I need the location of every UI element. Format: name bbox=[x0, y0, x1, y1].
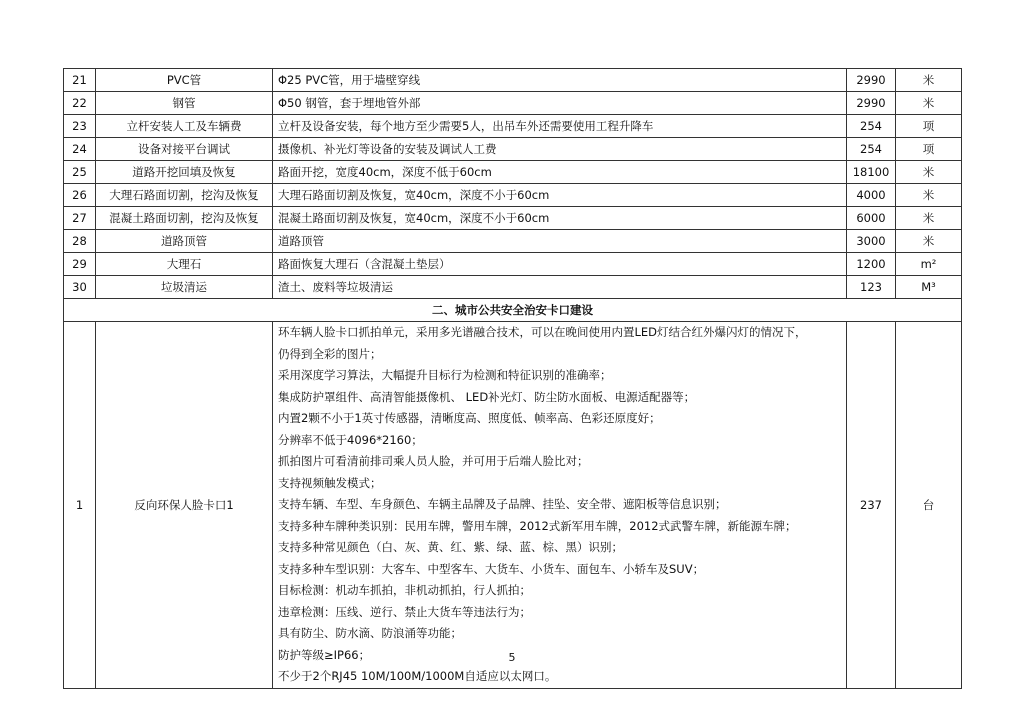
item-name: 道路开挖回填及恢复 bbox=[96, 161, 273, 184]
spec-line: 仍得到全彩的图片； bbox=[278, 346, 382, 361]
table-row bbox=[64, 276, 962, 299]
spec-line: 采用深度学习算法，大幅提升目标行为检测和特征识别的准确率； bbox=[278, 368, 612, 382]
spec-line: 内置2颗不小于1英寸传感器，清晰度高、照度低、帧率高、色彩还原度好； bbox=[278, 411, 661, 425]
spec-line: 分辨率不低于4096*2160； bbox=[278, 432, 423, 447]
row-number: 25 bbox=[64, 161, 96, 184]
item-name: 钢管 bbox=[96, 92, 273, 115]
spec-line: 违章检测：压线、逆行、禁止大货车等违法行为； bbox=[278, 604, 531, 619]
table-row bbox=[64, 115, 962, 138]
row-number: 23 bbox=[64, 115, 96, 138]
item-description: 道路顶管 bbox=[273, 230, 847, 253]
spec-line: 集成防护罩组件、高清智能摄像机、 LED补光灯、防尘防水面板、电源适配器等； bbox=[278, 389, 696, 404]
item-description: 大理石路面切割及恢复，宽40cm，深度不小于60cm bbox=[273, 184, 847, 207]
table-row bbox=[64, 69, 962, 92]
item-quantity: 254 bbox=[847, 115, 896, 138]
item-quantity: 4000 bbox=[847, 184, 896, 207]
page-number: 5 bbox=[508, 651, 516, 664]
item-quantity: 1200 bbox=[847, 253, 896, 276]
spec-line: 支持多种车牌种类识别：民用车牌，警用车牌，2012式新军用车牌，2012式武警车牌，新能源车牌； bbox=[278, 518, 797, 533]
item-name: PVC管 bbox=[96, 69, 273, 92]
item-quantity: 6000 bbox=[847, 207, 896, 230]
table-row bbox=[64, 253, 962, 276]
item-unit: 米 bbox=[896, 161, 962, 184]
item-description: 立杆及设备安装，每个地方至少需要5人，出吊车外还需要使用工程升降车 bbox=[273, 115, 847, 138]
item-name: 垃圾清运 bbox=[96, 276, 273, 299]
item-quantity: 237 bbox=[847, 322, 896, 689]
item-quantity: 18100 bbox=[847, 161, 896, 184]
item-unit: 台 bbox=[896, 322, 962, 689]
item-quantity: 2990 bbox=[847, 92, 896, 115]
item-unit: 米 bbox=[896, 69, 962, 92]
item-name: 大理石路面切割，挖沟及恢复 bbox=[96, 184, 273, 207]
table-body bbox=[64, 69, 962, 689]
item-quantity: 3000 bbox=[847, 230, 896, 253]
item-unit: 米 bbox=[896, 230, 962, 253]
item-unit: 米 bbox=[896, 184, 962, 207]
row-number: 26 bbox=[64, 184, 96, 207]
table-row bbox=[64, 184, 962, 207]
table-row bbox=[64, 161, 962, 184]
spec-line: 支持多种车型识别：大客车、中型客车、大货车、小货车、面包车、小轿车及SUV； bbox=[278, 561, 705, 576]
item-name: 设备对接平台调试 bbox=[96, 138, 273, 161]
row-number: 1 bbox=[64, 322, 96, 689]
row-number: 22 bbox=[64, 92, 96, 115]
spec-line: 支持视频触发模式； bbox=[278, 475, 382, 490]
item-description: Φ50 钢管，套于埋地管外部 bbox=[273, 92, 847, 115]
spec-line: 具有防尘、防水滴、防浪涌等功能； bbox=[278, 626, 462, 640]
item-description: 路面开挖，宽度40cm，深度不低于60cm bbox=[273, 161, 847, 184]
item-description: Φ25 PVC管，用于墙壁穿线 bbox=[273, 69, 847, 92]
item-unit: 米 bbox=[896, 92, 962, 115]
item-description: 渣土、废料等垃圾清运 bbox=[273, 276, 847, 299]
item-unit: m² bbox=[896, 253, 962, 276]
spec-line: 支持多种常见颜色（白、灰、黄、红、紫、绿、蓝、棕、黑）识别； bbox=[278, 540, 623, 554]
spec-line: 环车辆人脸卡口抓拍单元，采用多光谱融合技术，可以在晚间使用内置LED灯结合红外爆闪灯的情况下， bbox=[278, 325, 807, 339]
item-specification bbox=[273, 322, 847, 689]
item-quantity: 254 bbox=[847, 138, 896, 161]
spec-line: 目标检测：机动车抓拍，非机动抓拍，行人抓拍； bbox=[278, 583, 531, 597]
item-unit: 项 bbox=[896, 115, 962, 138]
item-unit: 米 bbox=[896, 207, 962, 230]
spec-line: 不少于2个RJ45 10M/100M/1000M自适应以太网口。 bbox=[278, 669, 557, 683]
item-quantity: 2990 bbox=[847, 69, 896, 92]
row-number: 21 bbox=[64, 69, 96, 92]
row-number: 24 bbox=[64, 138, 96, 161]
spec-line: 抓拍图片可看清前排司乘人员人脸，并可用于后端人脸比对； bbox=[278, 454, 589, 468]
table-row bbox=[64, 92, 962, 115]
item-quantity: 123 bbox=[847, 276, 896, 299]
row-number: 29 bbox=[64, 253, 96, 276]
table-row bbox=[64, 207, 962, 230]
item-description: 摄像机、补光灯等设备的安装及调试人工费 bbox=[273, 138, 847, 161]
item-name: 道路顶管 bbox=[96, 230, 273, 253]
item-description: 路面恢复大理石（含混凝土垫层） bbox=[273, 253, 847, 276]
item-name: 混凝土路面切割，挖沟及恢复 bbox=[96, 207, 273, 230]
section-header-row bbox=[64, 299, 962, 322]
spec-line: 支持车辆、车型、车身颜色、车辆主品牌及子品牌、挂坠、安全带、遮阳板等信息识别； bbox=[278, 497, 727, 511]
row-number: 30 bbox=[64, 276, 96, 299]
section-title: 二、城市公共安全治安卡口建设 bbox=[64, 299, 962, 322]
table-row bbox=[64, 138, 962, 161]
item-unit: 项 bbox=[896, 138, 962, 161]
item-description: 混凝土路面切割及恢复，宽40cm，深度不小于60cm bbox=[273, 207, 847, 230]
table-row bbox=[64, 230, 962, 253]
spec-line: 防护等级≥IP66； bbox=[278, 647, 371, 662]
item-name: 立杆安装人工及车辆费 bbox=[96, 115, 273, 138]
item-name: 大理石 bbox=[96, 253, 273, 276]
table-row bbox=[64, 322, 962, 689]
row-number: 28 bbox=[64, 230, 96, 253]
row-number: 27 bbox=[64, 207, 96, 230]
item-name: 反向环保人脸卡口1 bbox=[96, 322, 273, 689]
equipment-table bbox=[63, 68, 962, 689]
item-unit: M³ bbox=[896, 276, 962, 299]
